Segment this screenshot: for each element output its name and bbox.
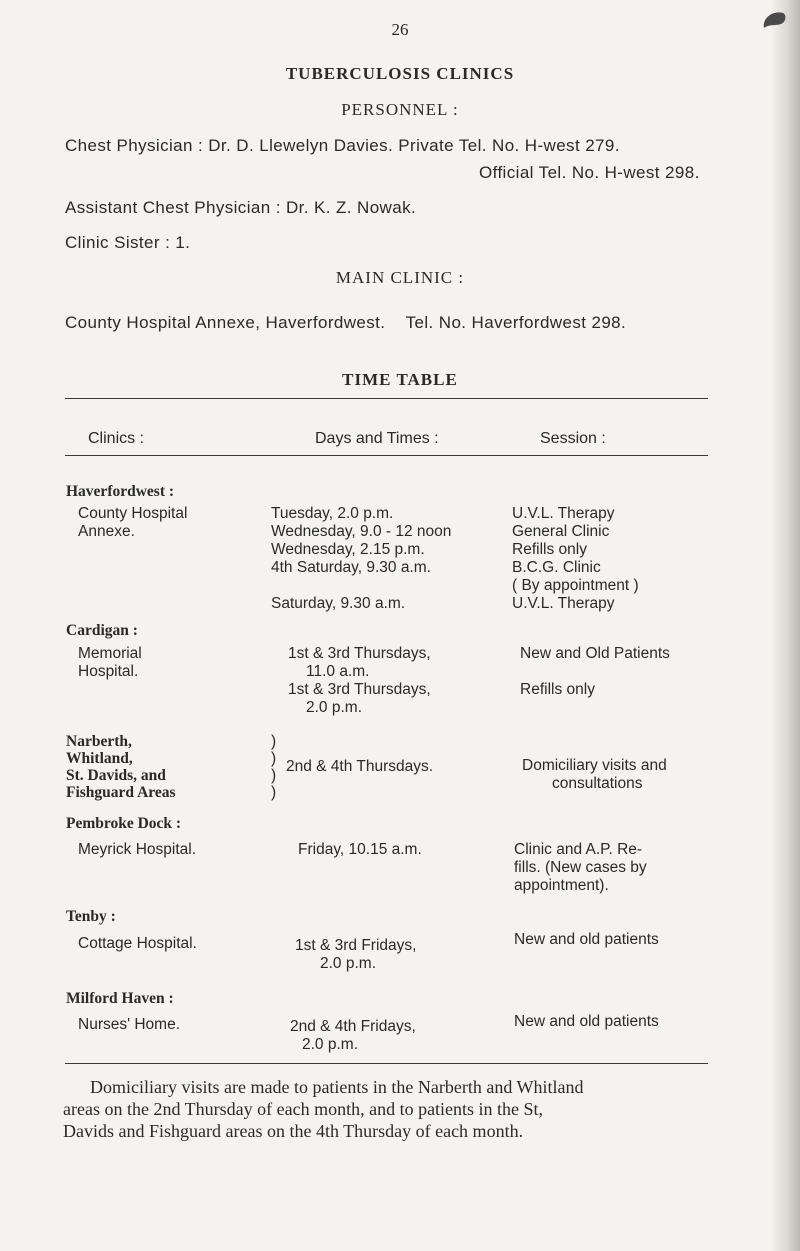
day-time-cell: Wednesday, 2.15 p.m. [271,541,425,558]
day-time-cell: 2.0 p.m. [320,955,376,972]
session-cell: General Clinic [512,523,610,540]
column-header-days: Days and Times : [315,430,439,447]
place-milford-haven: Milford Haven : [66,990,174,1007]
venue-line: County Hospital [78,505,188,522]
bracket: ) [271,750,277,767]
place-whitland: Whitland, [66,750,133,767]
day-time-cell: Tuesday, 2.0 p.m. [271,505,394,522]
column-header-session: Session : [540,430,606,447]
table-bottom-rule [65,1063,708,1064]
place-st-davids: St. Davids, and [66,767,166,784]
session-cell: Clinic and A.P. Re- [514,841,643,858]
bracket: ) [271,767,277,784]
venue-line: Meyrick Hospital. [78,841,196,858]
day-time-cell: 2nd & 4th Fridays, [290,1018,416,1035]
footnote-line: Davids and Fishguard areas on the 4th Thursday of each month. [63,1121,524,1141]
assistant-physician-line: Assistant Chest Physician : Dr. K. Z. Nowak. [65,198,417,217]
day-time-cell: Friday, 10.15 a.m. [298,841,422,858]
place-cardigan: Cardigan : [66,622,138,639]
day-time-cell: Wednesday, 9.0 - 12 noon [271,523,452,540]
column-header-clinics: Clinics : [88,430,145,447]
venue-line: Annexe. [78,523,135,540]
place-tenby: Tenby : [66,908,116,925]
day-time-cell: 1st & 3rd Fridays, [295,937,417,954]
session-cell: U.V.L. Therapy [512,595,615,612]
day-time-cell: 2.0 p.m. [302,1036,358,1053]
session-cell: ( By appointment ) [512,577,639,594]
document-title: TUBERCULOSIS CLINICS [285,64,515,83]
session-cell: appointment). [514,877,609,894]
session-cell: fills. (New cases by [514,859,647,876]
venue-line: Nurses' Home. [78,1016,181,1033]
official-tel-line: Official Tel. No. H-west 298. [479,163,700,182]
day-time-cell: 1st & 3rd Thursdays, [288,645,431,662]
clinic-sister-line: Clinic Sister : 1. [65,233,191,252]
place-narberth: Narberth, [66,733,132,750]
venue-line: Cottage Hospital. [78,935,197,952]
place-fishguard: Fishguard Areas [66,784,176,801]
place-haverfordwest: Haverfordwest : [66,483,175,500]
session-cell: New and old patients [514,931,659,948]
chest-physician-line: Chest Physician : Dr. D. Llewelyn Davies. Private Tel. No. H-west 279. [65,136,620,155]
main-clinic-line: County Hospital Annexe, Haverfordwest. Tel. No. Haverfordwest 298. [65,313,627,332]
page-number: 26 [391,20,409,39]
session-cell: Refills only [520,681,595,698]
main-clinic-heading: MAIN CLINIC : [335,268,465,287]
session-cell: Domiciliary visits and [522,757,667,774]
day-time-cell: 1st & 3rd Thursdays, [288,681,431,698]
personnel-heading: PERSONNEL : [341,100,459,119]
session-cell: Refills only [512,541,587,558]
day-time-cell: 4th Saturday, 9.30 a.m. [271,559,431,576]
session-cell: consultations [552,775,643,792]
page-edge-shadow [770,0,800,1251]
day-time-cell: Saturday, 9.30 a.m. [271,595,406,612]
session-cell: U.V.L. Therapy [512,505,615,522]
table-top-rule [65,398,708,399]
session-cell: New and old patients [514,1013,659,1030]
place-pembroke-dock: Pembroke Dock : [66,815,182,832]
day-time-cell: 2.0 p.m. [306,699,362,716]
time-table-heading: TIME TABLE [342,370,458,389]
venue-line: Memorial [78,645,142,662]
day-time-cell: 2nd & 4th Thursdays. [286,758,434,775]
venue-line: Hospital. [78,663,139,680]
footnote-line: Domiciliary visits are made to patients in the Narberth and Whitland [90,1077,584,1097]
bracket: ) [271,784,277,801]
session-cell: New and Old Patients [520,645,670,662]
day-time-cell: 11.0 a.m. [306,663,370,680]
bracket: ) [271,733,277,750]
table-header-rule [65,455,708,456]
footnote-line: areas on the 2nd Thursday of each month, and to patients in the St, [63,1099,544,1119]
session-cell: B.C.G. Clinic [512,559,601,576]
